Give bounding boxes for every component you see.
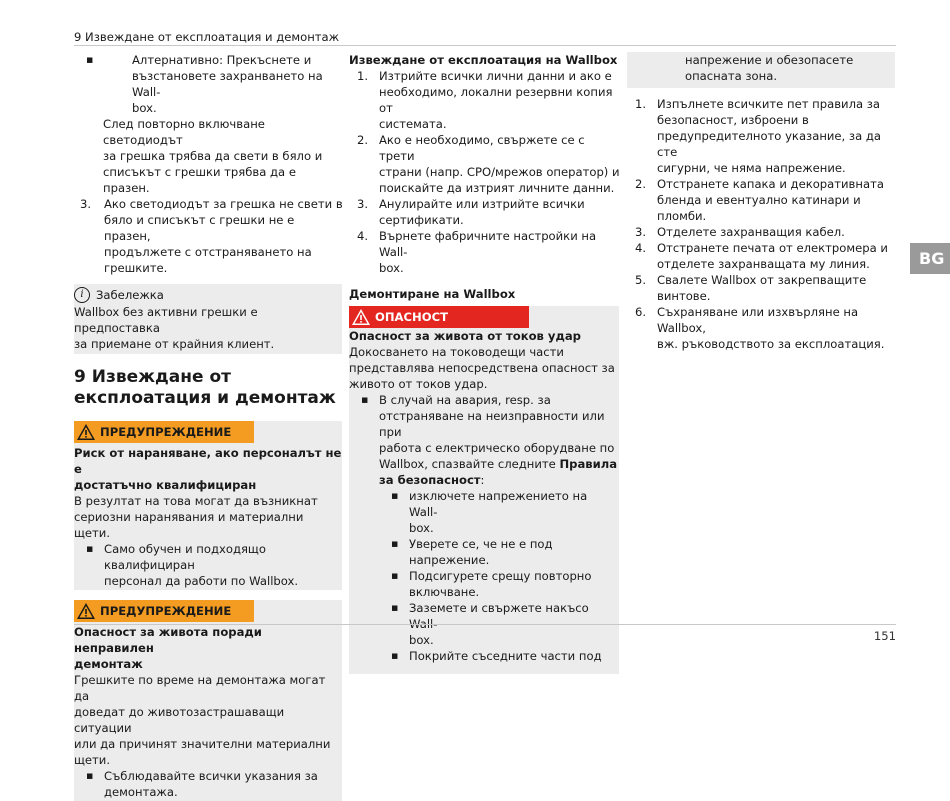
warning-box-qualification (74, 421, 342, 590)
warning-title: Опасност за живота поради неправилен демонтаж (74, 625, 262, 671)
footer-divider (74, 624, 896, 625)
step-item: 4. Върнете фабричните настройки на Wall- box. (357, 229, 597, 275)
step-item: 1. Изпълнете всичките пет правила за безопасност, изброени в предупредителното указание, за да сте сигурни, че няма напрежение. (635, 97, 882, 175)
subsection-heading: Извеждане от експлоатация на Wallbox (349, 53, 618, 67)
header-title: 9 Извеждане от експлоатация и демонтаж (74, 30, 340, 44)
bullet-item: ▪ Алтернативно: Прекъснете и възстановете захранването на Wall- box. (74, 52, 344, 116)
rule-item: ▪ Уверете се, че не е под напрежение. (349, 536, 619, 568)
warning-title: Риск от нараняване, ако персоналът не е достатъчно квалифициран (74, 446, 342, 492)
warning-label: ПРЕДУПРЕЖДЕНИЕ (74, 421, 254, 443)
language-tab: BG (910, 243, 950, 274)
note-text: Wallbox без активни грешки е предпоставка за приемане от крайния клиент. (74, 305, 275, 351)
note-box (74, 284, 342, 354)
paragraph: След повторно включване светодиодът за грешка трябва да свети в бяло и списъкът с грешки трябва да е празен. (103, 117, 323, 195)
step-item: 1. Изтрийте всички лични данни и ако е необходимо, локални резервни копия от системата. (357, 69, 613, 131)
warning-bullet: ▪ Съблюдавайте всички указания за демонтажа. (74, 768, 342, 800)
step-item: 2. Ако е необходимо, свържете се с трети страни (напр. CPO/мрежов оператор) и поискайте да изтрият личните данни. (357, 133, 620, 195)
rule-item: ▪ Покрийте съседните части под (349, 648, 619, 664)
warning-text: Грешките по време на демонтажа могат да доведат до животозастрашаващи ситуации или да причинят значителни материални щети. (74, 673, 331, 767)
warning-text: В резултат на това могат да възникнат сериозни наранявания и материални щети. (74, 494, 318, 540)
note-label: Забележка (96, 288, 164, 302)
column-3 (627, 52, 897, 352)
step-item: 3. Анулирайте или изтрийте всички сертификати. (357, 197, 585, 227)
danger-label: ОПАСНОСТ (349, 306, 529, 328)
column-2 (349, 52, 621, 674)
warning-label: ПРЕДУПРЕЖДЕНИЕ (74, 600, 254, 622)
step-item: 6. Съхраняване или изхвърляне на Wallbox, вж. ръководството за експлоатация. (635, 305, 885, 351)
danger-text: Докосването на тоководещи части представлява непосредствена опасност за живото от токов удар. (349, 345, 615, 391)
warning-triangle-icon (76, 423, 96, 441)
rule-item: ▪ Заземете и свържете накъсо Wall- box. (349, 600, 619, 648)
step-item: 4. Отстранете печата от електромера и отделете захранващата му линия. (635, 241, 888, 271)
step-item: 3. Ако светодиодът за грешка не свети в бяло и списъкът с грешки не е празен, продължете с отстраняването на грешките. (80, 197, 343, 275)
warning-bullet: ▪ Само обучен и подходящо квалифициран персонал да работи по Wallbox. (74, 541, 342, 589)
step-item: 3. Отделете захранващия кабел. (635, 225, 845, 239)
page-header (74, 30, 896, 46)
warning-box-dismantling (74, 600, 342, 801)
step-item: 2. Отстранете капака и декоративната бленда и евентуално катинари и пломби. (635, 177, 884, 223)
warning-triangle-icon (76, 602, 96, 620)
danger-bullet: ▪ В случай на авария, resp. за отстраняване на неизправности или при работа с електрическо оборудване по Wallbox, спазвайте следните Правила за безопасност: (349, 392, 619, 488)
danger-triangle-icon (351, 308, 371, 326)
danger-box-continued: напрежение и обезопасете опасната зона. (627, 52, 895, 88)
rule-item: ▪ изключете напрежението на Wall- box. (349, 488, 619, 536)
subsection-heading: Демонтиране на Wallbox (349, 287, 516, 301)
section-title: 9 Извеждане от експлоатация и демонтаж (74, 367, 336, 408)
info-icon: i (74, 287, 90, 303)
page-number: 151 (873, 629, 896, 643)
danger-title: Опасност за живота от токов удар (349, 329, 581, 343)
rule-item: ▪ Подсигурете срещу повторно включване. (349, 568, 619, 600)
step-item: 5. Свалете Wallbox от закрепващите винтове. (635, 273, 867, 303)
danger-box (349, 306, 619, 674)
column-1 (74, 52, 344, 801)
